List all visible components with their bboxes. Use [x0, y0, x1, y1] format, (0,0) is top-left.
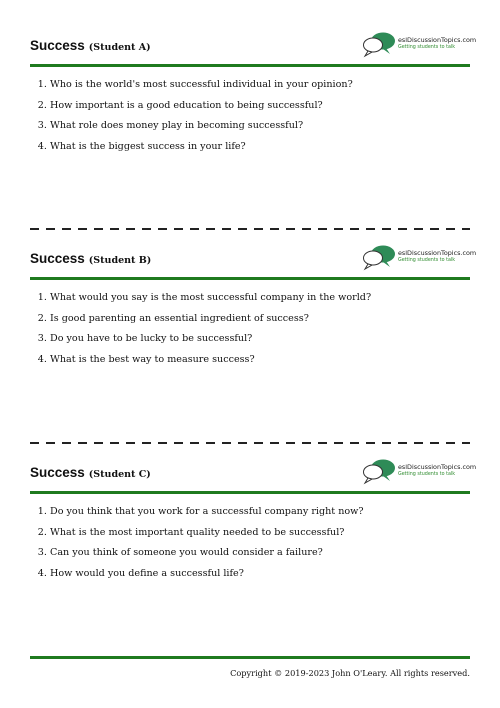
- student-label: (Student C): [88, 469, 151, 480]
- section-title: [30, 465, 151, 480]
- question-item: 1. Who is the world's most successful individual in your opinion?: [50, 75, 353, 96]
- topic-title: Success: [30, 251, 85, 266]
- question-item: 3. Can you think of someone you would consider a failure?: [50, 543, 364, 564]
- speech-bubbles-icon: [362, 32, 396, 58]
- cut-line: [30, 228, 470, 230]
- section-student-b: [30, 243, 477, 365]
- question-item: 2. What is the most important quality needed to be successful?: [50, 523, 364, 544]
- site-logo: [362, 243, 477, 273]
- question-item: 4. How would you define a successful life?: [50, 564, 364, 585]
- section-header: [30, 457, 477, 487]
- question-list: [30, 288, 371, 370]
- question-list: [30, 75, 353, 157]
- copyright-notice: Copyright © 2019-2023 John O'Leary. All rights reserved.: [230, 668, 470, 678]
- section-title: [30, 38, 151, 53]
- cut-line: [30, 442, 470, 444]
- student-label: (Student A): [88, 42, 151, 53]
- question-item: 3. Do you have to be lucky to be successful?: [50, 329, 371, 350]
- section-student-c: [30, 457, 477, 579]
- question-item: 1. What would you say is the most successful company in the world?: [50, 288, 371, 309]
- speech-bubbles-icon: [362, 245, 396, 271]
- site-logo: [362, 457, 477, 487]
- brand-tagline: Getting students to talk: [398, 472, 456, 477]
- brand-name: eslDiscussionTopics.com: [398, 463, 477, 471]
- footer-divider: [30, 656, 470, 659]
- question-item: 4. What is the best way to measure success?: [50, 350, 371, 371]
- question-item: 4. What is the biggest success in your life?: [50, 137, 353, 158]
- speech-bubbles-icon: [362, 459, 396, 485]
- brand-name: eslDiscussionTopics.com: [398, 36, 477, 44]
- student-label: (Student B): [88, 255, 152, 266]
- question-list: [30, 502, 364, 584]
- section-divider: [30, 64, 470, 67]
- section-divider: [30, 277, 470, 280]
- question-item: 2. Is good parenting an essential ingredient of success?: [50, 309, 371, 330]
- brand-tagline: Getting students to talk: [398, 45, 456, 50]
- topic-title: Success: [30, 38, 85, 53]
- question-item: 2. How important is a good education to being successful?: [50, 96, 353, 117]
- section-header: [30, 30, 477, 60]
- question-item: 3. What role does money play in becoming successful?: [50, 116, 353, 137]
- section-student-a: [30, 30, 477, 152]
- site-logo: [362, 30, 477, 60]
- topic-title: Success: [30, 465, 85, 480]
- brand-tagline: Getting students to talk: [398, 258, 456, 263]
- section-header: [30, 243, 477, 273]
- section-divider: [30, 491, 470, 494]
- question-item: 1. Do you think that you work for a successful company right now?: [50, 502, 364, 523]
- brand-name: eslDiscussionTopics.com: [398, 249, 477, 257]
- section-title: [30, 251, 151, 266]
